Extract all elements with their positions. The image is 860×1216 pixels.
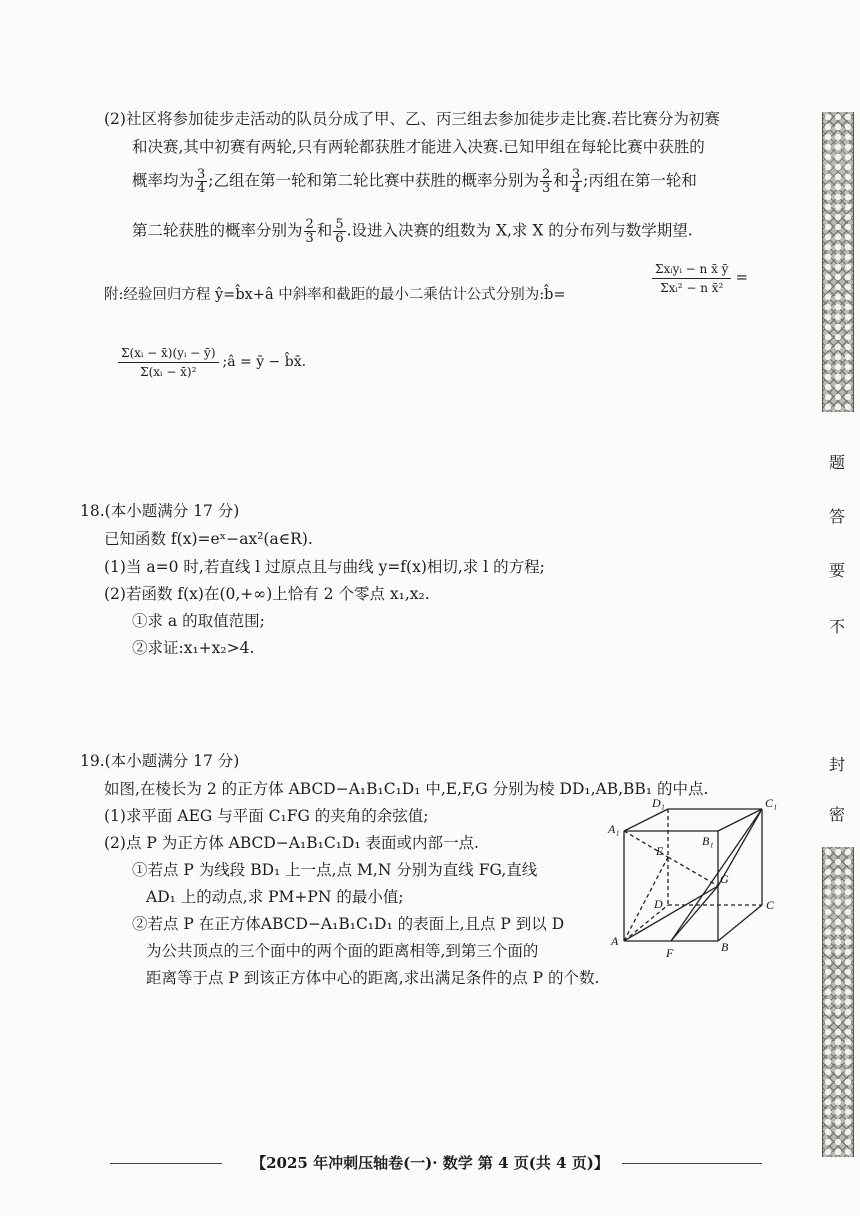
fraction-2-3: $\frac{2}{3}$ (542, 167, 551, 196)
q2-line-4 (132, 218, 693, 245)
strip-pattern-bottom (822, 847, 854, 1157)
label-D1: D₁ (652, 796, 665, 810)
q19-title: 19.(本小题满分 17 分) (80, 752, 240, 770)
strip-char-6: 密 (828, 805, 845, 824)
equals-sign: = (735, 268, 749, 286)
q2-line-3-d: ;丙组在第一轮和 (583, 171, 697, 190)
q2-line-3-c: 和 (553, 171, 569, 190)
strip-char-3: 要 (828, 561, 845, 580)
label-A: A (611, 934, 619, 948)
seal-strip (822, 112, 852, 1162)
strip-char-1: 题 (828, 453, 845, 472)
label-A1: A₁ (608, 822, 620, 836)
q18-line-2: (1)当 a=0 时,若直线 l 过原点且与曲线 y=f(x)相切,求 l 的方程; (104, 558, 545, 576)
q18-line-5: ②求证:x₁+x₂>4. (132, 639, 255, 657)
q2-line-4-b: 和 (316, 221, 333, 240)
q19-line-7: 为公共顶点的三个面中的两个面的距离相等,到第三个面的 (146, 942, 539, 960)
q19-line-4: ①若点 P 为线段 BD₁ 上一点,点 M,N 分别为直线 FG,直线 (132, 861, 538, 879)
q2-line-3-b: ;乙组在第一轮和第二轮比赛中获胜的概率分别为 (208, 171, 540, 190)
q2-line-1: (2)社区将参加徒步走活动的队员分成了甲、乙、丙三组去参加徒步走比赛.若比赛分为初赛 (104, 110, 720, 128)
page-footer: 【2025 年冲刺压轴卷(一)· 数学 第 4 页(共 4 页)】 (251, 1154, 609, 1172)
label-C1: C₁ (765, 796, 778, 810)
q19-line-3: (2)点 P 为正方体 ABCD−A₁B₁C₁D₁ 表面或内部一点. (104, 834, 479, 852)
fraction-2-3-b: $\frac{2}{3}$ (305, 217, 314, 246)
q18-title: 18.(本小题满分 17 分) (80, 502, 240, 520)
intercept-formula: ;â = ȳ − b̂x̄. (222, 354, 307, 370)
q2-line-3 (132, 168, 697, 195)
ls-formula-1 (652, 262, 748, 295)
ls-fraction-2: $\frac{\text{Σ(xᵢ − x̄)(yᵢ − ȳ)}}{\text{Σ(xᵢ − x̄)²}}$ (118, 346, 219, 379)
label-F: F (666, 946, 674, 960)
ls-formula-2 (118, 346, 306, 379)
q19-line-2: (1)求平面 AEG 与平面 C₁FG 的夹角的余弦值; (104, 807, 429, 825)
label-C: C (766, 898, 775, 912)
fraction-5-6: $\frac{5}{6}$ (335, 217, 344, 246)
appendix-text: 附:经验回归方程 ŷ=b̂x+â 中斜率和截距的最小二乘估计公式分别为:b̂= (104, 287, 566, 303)
q19-line-1: 如图,在棱长为 2 的正方体 ABCD−A₁B₁C₁D₁ 中,E,F,G 分别为棱 DD₁,AB,BB₁ 的中点. (104, 780, 709, 798)
q19-line-8: 距离等于点 P 到该正方体中心的距离,求出满足条件的点 P 的个数. (146, 969, 600, 987)
q19-line-6: ②若点 P 在正方体ABCD−A₁B₁C₁D₁ 的表面上,且点 P 到以 D (132, 915, 565, 933)
strip-char-5: 封 (828, 755, 845, 774)
q18-line-1: 已知函数 f(x)=eˣ−ax²(a∈R). (104, 530, 313, 548)
label-E: E (656, 844, 664, 858)
q18-line-3: (2)若函数 f(x)在(0,+∞)上恰有 2 个零点 x₁,x₂. (104, 585, 430, 603)
fraction-3-4-b: $\frac{3}{4}$ (571, 167, 581, 196)
q2-line-4-a: 第二轮获胜的概率分别为 (132, 221, 303, 240)
q2-line-2: 和决赛,其中初赛有两轮,只有两轮都获胜才能进入决赛.已知甲组在每轮比赛中获胜的 (132, 138, 705, 156)
cube-figure (600, 795, 790, 965)
label-B1: B₁ (702, 834, 714, 848)
label-G: G (720, 872, 729, 886)
strip-char-4: 不 (828, 617, 845, 636)
q19-line-5: AD₁ 上的动点,求 PM+PN 的最小值; (146, 888, 404, 906)
strip-char-2: 答 (828, 507, 845, 526)
q18-line-4: ①求 a 的取值范围; (132, 612, 265, 630)
label-B: B (721, 940, 729, 954)
ls-fraction-1: Σxᵢyᵢ − n x̄ ȳ Σxᵢ² − n x̄² (652, 262, 731, 295)
q2-line-3-a: 概率均为 (132, 171, 195, 190)
label-D: D (654, 897, 663, 911)
strip-pattern-top (822, 112, 854, 412)
fraction-3-4: $\frac{3}{4}$ (197, 167, 206, 196)
q2-line-4-c: .设进入决赛的组数为 X,求 X 的分布列与数学期望. (346, 221, 693, 240)
